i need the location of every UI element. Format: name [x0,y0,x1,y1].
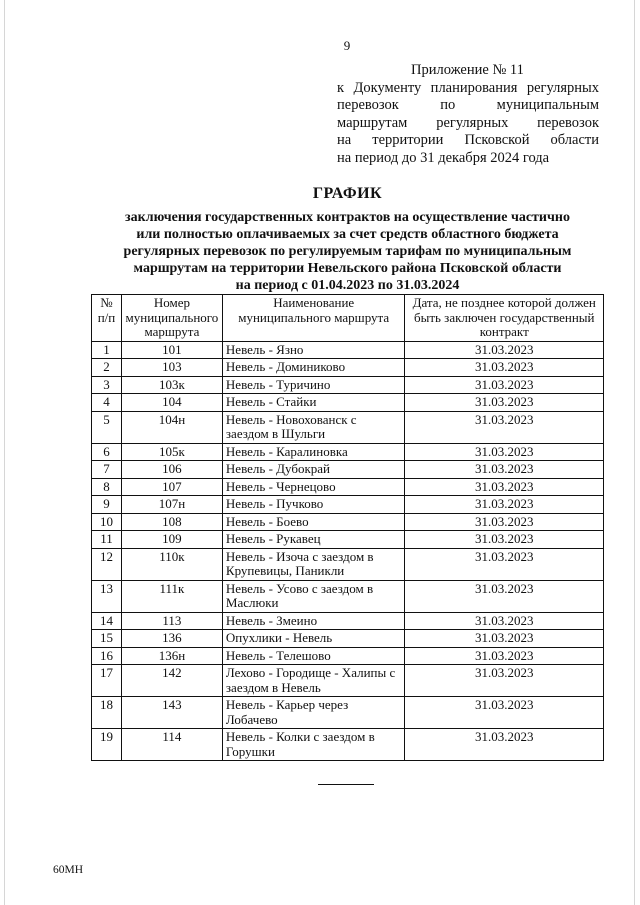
appendix-line: на период до 31 декабря 2024 года [337,149,550,166]
row-number: 15 [92,630,122,648]
route-name: Опухлики - Невель [222,630,405,648]
route-name: Невель - Туричино [222,376,405,394]
deadline-date: 31.03.2023 [405,665,604,697]
row-number: 7 [92,461,122,479]
table-row [92,394,604,412]
appendix-block [337,62,599,167]
route-number: 106 [121,461,222,479]
route-name: Невель - Доминиково [222,359,405,377]
heading-subtitle-line: регулярных перевозок по регулируемым тарифам по муниципальным [123,244,572,259]
header-deadline: Дата, не позднее которой должен быть заключен государственный контракт [405,295,604,342]
table-header-row [92,295,604,342]
deadline-date: 31.03.2023 [405,612,604,630]
deadline-date: 31.03.2023 [405,341,604,359]
route-name: Невель - Колки с заездом в Горушки [222,729,405,761]
table-row [92,531,604,549]
routes-table [91,294,604,761]
route-name: Невель - Рукавец [222,531,405,549]
table-row [92,513,604,531]
appendix-line: перевозок по муниципальным [337,97,599,113]
appendix-line: на территории Псковской области [337,132,599,148]
route-number: 107н [121,496,222,514]
row-number: 18 [92,697,122,729]
route-number: 104н [121,411,222,443]
route-number: 108 [121,513,222,531]
deadline-date: 31.03.2023 [405,697,604,729]
heading-subtitle-line: маршрутам на территории Невельского района Псковской области [133,261,562,276]
table-body [92,341,604,761]
deadline-date: 31.03.2023 [405,647,604,665]
deadline-date: 31.03.2023 [405,513,604,531]
deadline-date: 31.03.2023 [405,478,604,496]
header-route-number: Номер муниципального маршрута [121,295,222,342]
route-number: 142 [121,665,222,697]
row-number: 1 [92,341,122,359]
route-name: Невель - Дубокрай [222,461,405,479]
row-number: 12 [92,548,122,580]
row-number: 2 [92,359,122,377]
table-row [92,478,604,496]
route-name: Невель - Змеино [222,612,405,630]
row-number: 16 [92,647,122,665]
deadline-date: 31.03.2023 [405,496,604,514]
route-name: Невель - Язно [222,341,405,359]
heading-subtitle-line: заключения государственных контрактов на осуществление частично [125,210,570,225]
row-number: 14 [92,612,122,630]
row-number: 10 [92,513,122,531]
table-row [92,411,604,443]
appendix-line: маршрутам регулярных перевозок [337,114,599,131]
route-number: 113 [121,612,222,630]
table-row [92,496,604,514]
deadline-date: 31.03.2023 [405,411,604,443]
route-name: Невель - Карьер через Лобачево [222,697,405,729]
table-row [92,630,604,648]
route-number: 101 [121,341,222,359]
route-name: Лехово - Городище - Халипы с заездом в Невель [222,665,405,697]
header-num: № п/п [92,295,122,342]
row-number: 8 [92,478,122,496]
route-number: 136н [121,647,222,665]
heading-subtitle-line: или полностью оплачиваемых за счет средств областного бюджета [136,227,559,242]
route-name: Невель - Новохованск с заездом в Шульги [222,411,405,443]
route-name: Невель - Усово с заездом в Маслюки [222,580,405,612]
route-name: Невель - Изоча с заездом в Крупевицы, Паникли [222,548,405,580]
row-number: 4 [92,394,122,412]
deadline-date: 31.03.2023 [405,376,604,394]
route-name: Невель - Телешово [222,647,405,665]
route-number: 104 [121,394,222,412]
deadline-date: 31.03.2023 [405,580,604,612]
table-row [92,665,604,697]
row-number: 9 [92,496,122,514]
route-number: 136 [121,630,222,648]
deadline-date: 31.03.2023 [405,729,604,761]
row-number: 13 [92,580,122,612]
route-number: 109 [121,531,222,549]
route-name: Невель - Чернецово [222,478,405,496]
table-row [92,341,604,359]
route-number: 110к [121,548,222,580]
table-row [92,376,604,394]
table-row [92,359,604,377]
table-row [92,612,604,630]
deadline-date: 31.03.2023 [405,548,604,580]
route-number: 103к [121,376,222,394]
table-row [92,697,604,729]
footer-code: 60МН [53,864,84,876]
table-row [92,580,604,612]
table-row [92,548,604,580]
route-number: 105к [121,443,222,461]
scan-margin-left [4,0,5,905]
appendix-title: Приложение № 11 [411,62,524,78]
row-number: 11 [92,531,122,549]
deadline-date: 31.03.2023 [405,531,604,549]
document-heading [95,185,600,294]
route-name: Невель - Каралиновка [222,443,405,461]
route-number: 103 [121,359,222,377]
route-name: Невель - Стайки [222,394,405,412]
route-name: Невель - Боево [222,513,405,531]
appendix-line: к Документу планирования регулярных [337,79,599,96]
route-number: 114 [121,729,222,761]
row-number: 5 [92,411,122,443]
table-row [92,443,604,461]
row-number: 19 [92,729,122,761]
route-name: Невель - Пучково [222,496,405,514]
deadline-date: 31.03.2023 [405,630,604,648]
end-rule [318,784,374,785]
route-number: 111к [121,580,222,612]
deadline-date: 31.03.2023 [405,443,604,461]
header-route-name: Наименование муниципального маршрута [222,295,405,342]
deadline-date: 31.03.2023 [405,359,604,377]
heading-title: ГРАФИК [312,185,383,202]
table-row [92,729,604,761]
route-number: 107 [121,478,222,496]
deadline-date: 31.03.2023 [405,461,604,479]
page-number: 9 [343,38,351,53]
scan-margin-right [634,0,635,905]
row-number: 17 [92,665,122,697]
row-number: 6 [92,443,122,461]
table-row [92,461,604,479]
row-number: 3 [92,376,122,394]
deadline-date: 31.03.2023 [405,394,604,412]
route-number: 143 [121,697,222,729]
table-row [92,647,604,665]
heading-subtitle-line: на период с 01.04.2023 по 31.03.2024 [235,278,460,293]
